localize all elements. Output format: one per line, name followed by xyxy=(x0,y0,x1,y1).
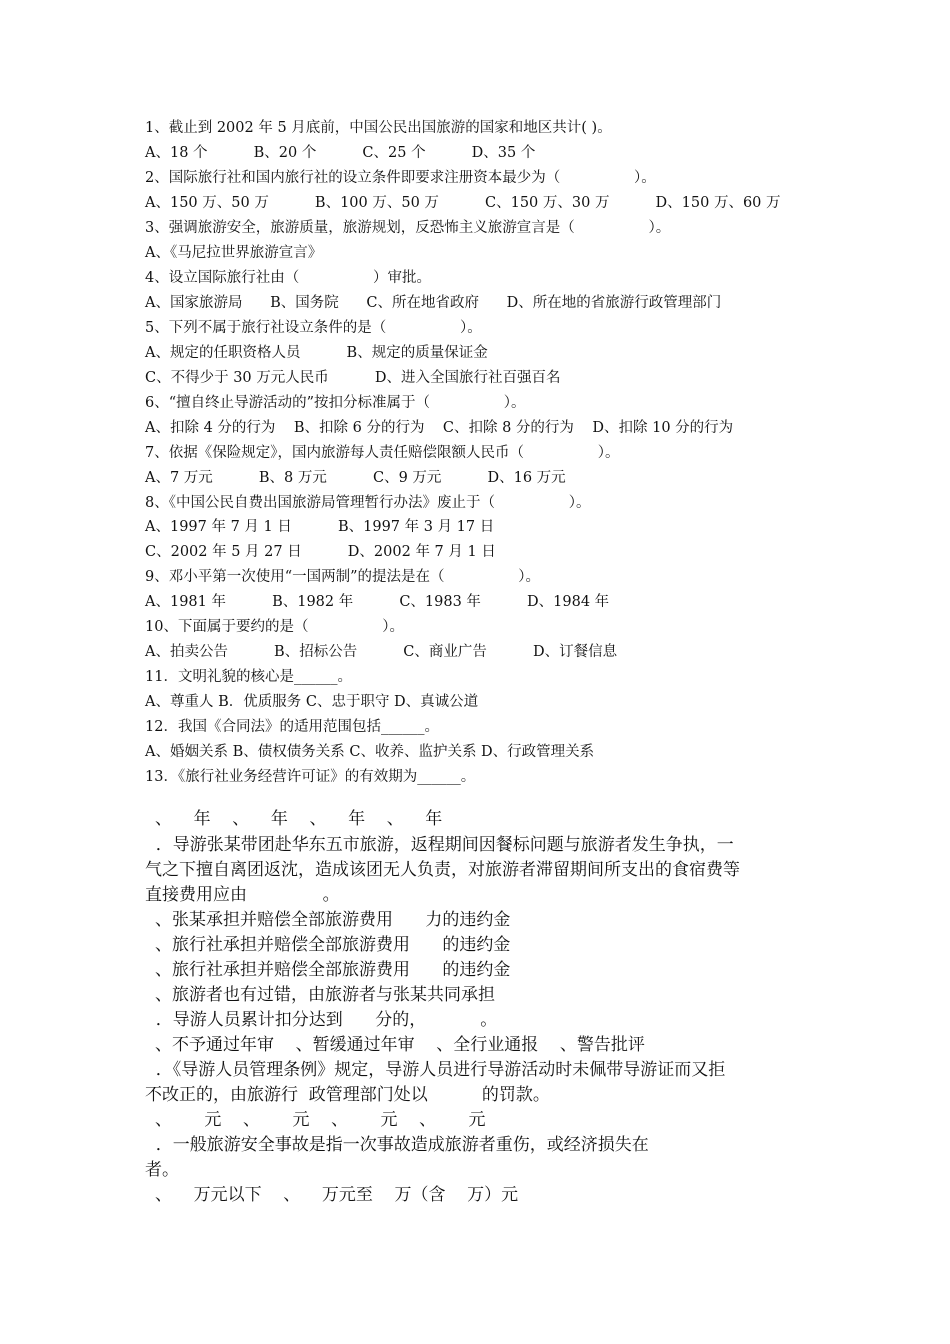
options-8-ab: A、1997 年 7 月 1 日 B、1997 年 3 月 17 日 xyxy=(145,519,495,535)
question-17-line-1: ．一般旅游安全事故是指一次事故造成旅游者重伤，或经济损失在 xyxy=(145,1135,649,1155)
question-14-line-2: 气之下擅自离团返沈，造成该团无人负责，对旅游者滞留期间所支出的食宿费等 xyxy=(145,860,740,880)
question-15: ．导游人员累计扣分达到 分的， 。 xyxy=(145,1010,498,1030)
option-14-a: 、张某承担并赔偿全部旅游费用 力的违约金 xyxy=(155,910,511,930)
question-4: 4、设立国际旅行社由（ ）审批。 xyxy=(145,270,431,286)
options-13: 、 年 、 年 、 年 、 年 xyxy=(155,809,443,829)
options-3: A、《马尼拉世界旅游宣言》 xyxy=(145,245,323,261)
options-15: 、不予通过年审 、暂缓通过年审 、全行业通报 、警告批评 xyxy=(155,1035,645,1055)
question-14-line-1: ．导游张某带团赴华东五市旅游，返程期间因餐标问题与旅游者发生争执，一 xyxy=(145,835,734,855)
options-5-cd: C、不得少于 30 万元人民币 D、进入全国旅行社百强百名 xyxy=(145,370,561,386)
question-2: 2、国际旅行社和国内旅行社的设立条件即要求注册资本最少为（ ）。 xyxy=(145,170,656,186)
options-9: A、1981 年 B、1982 年 C、1983 年 D、1984 年 xyxy=(145,594,610,610)
question-12: 12．我国《合同法》的适用范围包括______。 xyxy=(145,719,439,735)
options-12: A、婚姻关系 B、债权债务关系 C、收养、监护关系 D、行政管理关系 xyxy=(145,744,595,760)
options-10: A、拍卖公告 B、招标公告 C、商业广告 D、订餐信息 xyxy=(145,644,618,660)
question-8: 8、《中国公民自费出国旅游局管理暂行办法》废止于（ ）。 xyxy=(145,495,591,511)
question-9: 9、邓小平第一次使用“一国两制”的提法是在（ ）。 xyxy=(145,569,541,585)
question-13: 13．《旅行社业务经营许可证》的有效期为______。 xyxy=(145,769,476,785)
question-7: 7、依据《保险规定》，国内旅游每人责任赔偿限额人民币（ ）。 xyxy=(145,445,620,461)
option-14-c: 、旅行社承担并赔偿全部旅游费用 的违约金 xyxy=(155,960,511,980)
question-10: 10、下面属于要约的是（ ）。 xyxy=(145,619,404,635)
options-16: 、 元 、 元 、 元 、 元 xyxy=(155,1110,486,1130)
options-7: A、7 万元 B、8 万元 C、9 万元 D、16 万元 xyxy=(145,470,566,486)
question-16-line-2: 不改正的，由旅游行 政管理部门处以 的罚款。 xyxy=(145,1085,550,1105)
question-1: 1、截止到 2002 年 5 月底前，中国公民出国旅游的国家和地区共计( )。 xyxy=(145,120,612,136)
options-5-ab: A、规定的任职资格人员 B、规定的质量保证金 xyxy=(145,345,488,361)
option-14-b: 、旅行社承担并赔偿全部旅游费用 的违约金 xyxy=(155,935,511,955)
options-4: A、国家旅游局 B、国务院 C、所在地省政府 D、所在地的省旅游行政管理部门 xyxy=(145,295,722,311)
options-2: A、150 万、50 万 B、100 万、50 万 C、150 万、30 万 D、150 万、60 万 xyxy=(145,195,781,211)
options-1: A、18 个 B、20 个 C、25 个 D、35 个 xyxy=(145,145,536,161)
option-14-d: 、旅游者也有过错，由旅游者与张某共同承担 xyxy=(155,985,495,1005)
options-17: 、 万元以下 、 万元至 万（含 万）元 xyxy=(155,1185,519,1205)
question-5: 5、下列不属于旅行社设立条件的是（ ）。 xyxy=(145,320,482,336)
question-6: 6、“擅自终止导游活动的”按扣分标准属于（ ）。 xyxy=(145,395,526,411)
options-8-cd: C、2002 年 5 月 27 日 D、2002 年 7 月 1 日 xyxy=(145,544,496,560)
question-17-line-2: 者。 xyxy=(145,1160,179,1180)
options-6: A、扣除 4 分的行为 B、扣除 6 分的行为 C、扣除 8 分的行为 D、扣除 10 分的行为 xyxy=(145,420,734,436)
question-14-line-3: 直接费用应由 。 xyxy=(145,885,340,905)
question-3: 3、强调旅游安全，旅游质量，旅游规划，反恐怖主义旅游宣言是（ ）。 xyxy=(145,220,671,236)
options-11: A、尊重人 B．优质服务 C、忠于职守 D、真诚公道 xyxy=(145,694,479,710)
question-16-line-1: ．《导游人员管理条例》规定，导游人员进行导游活动时未佩带导游证而又拒 xyxy=(145,1060,726,1080)
question-11: 11．文明礼貌的核心是______。 xyxy=(145,669,352,685)
